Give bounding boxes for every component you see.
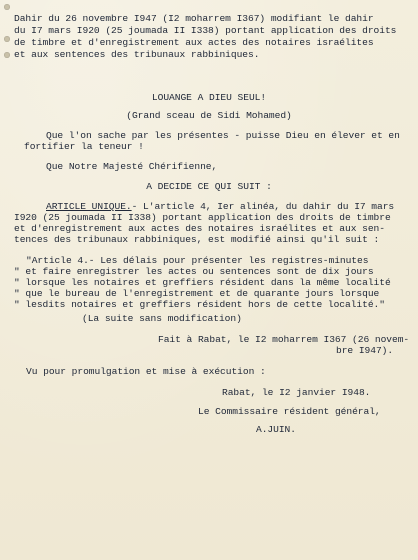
article-line-1 [46, 202, 394, 212]
article-line-2: I920 (25 joumada II I338) portant application des droits de timbre [14, 212, 391, 223]
louange-heading: LOUANGE A DIEU SEUL! [151, 92, 267, 103]
grand-sceau: (Grand sceau de Sidi Mohamed) [126, 110, 292, 121]
commissaire-line: Le Commissaire résident général, [198, 406, 381, 417]
intro-line-1: Dahir du 26 novembre I947 (I2 moharrem I367) modifiant le dahir [14, 13, 374, 24]
preamble-line-2: fortifier la teneur ! [24, 141, 144, 152]
quote-line-5: " lesdits notaires et greffiers résident hors de cette localité." [14, 299, 385, 310]
quote-line-3: " lorsque les notaires et greffiers résident dans la même localité [14, 277, 391, 288]
rabat-date: Rabat, le I2 janvier I948. [222, 387, 371, 398]
article-line-3: et d'enregistrement aux actes des notaires israélites et aux sen- [14, 223, 385, 234]
preamble-line-1: Que l'on sache par les présentes - puisse Dieu en élever et en [46, 130, 400, 141]
intro-line-2: du I7 mars I920 (25 joumada II I338) portant application des droits [14, 25, 397, 36]
promulgation-line: Vu pour promulgation et mise à exécution : [26, 366, 266, 377]
article-text: - L'article 4, Ier alinéa, du dahir du I7 mars [131, 201, 395, 212]
intro-line-4: et aux sentences des tribunaux rabbiniques. [14, 49, 260, 60]
article-label: ARTICLE UNIQUE. [46, 201, 132, 212]
suite-note: (La suite sans modification) [82, 313, 242, 324]
fait-line-2: bre I947). [336, 345, 394, 356]
article-line-4: tences des tribunaux rabbiniques, est modifié ainsi qu'il suit : [14, 234, 380, 245]
punch-hole [4, 52, 10, 58]
punch-hole [4, 4, 10, 10]
decide-heading: A DECIDE CE QUI SUIT : [146, 181, 272, 192]
signature: A.JUIN. [256, 424, 296, 435]
quote-line-1: "Article 4.- Les délais pour présenter les registres-minutes [26, 255, 369, 266]
punch-hole [4, 36, 10, 42]
quote-line-2: " et faire enregistrer les actes ou sentences sont de dix jours [14, 266, 374, 277]
fait-line-1: Fait à Rabat, le I2 moharrem I367 (26 novem- [158, 334, 410, 345]
intro-line-3: de timbre et d'enregistrement aux actes des notaires israélites [14, 37, 374, 48]
majeste-line: Que Notre Majesté Chérifienne, [46, 161, 218, 172]
quote-line-4: " que le bureau de l'enregistrement et de quarante jours lorsque [14, 288, 380, 299]
